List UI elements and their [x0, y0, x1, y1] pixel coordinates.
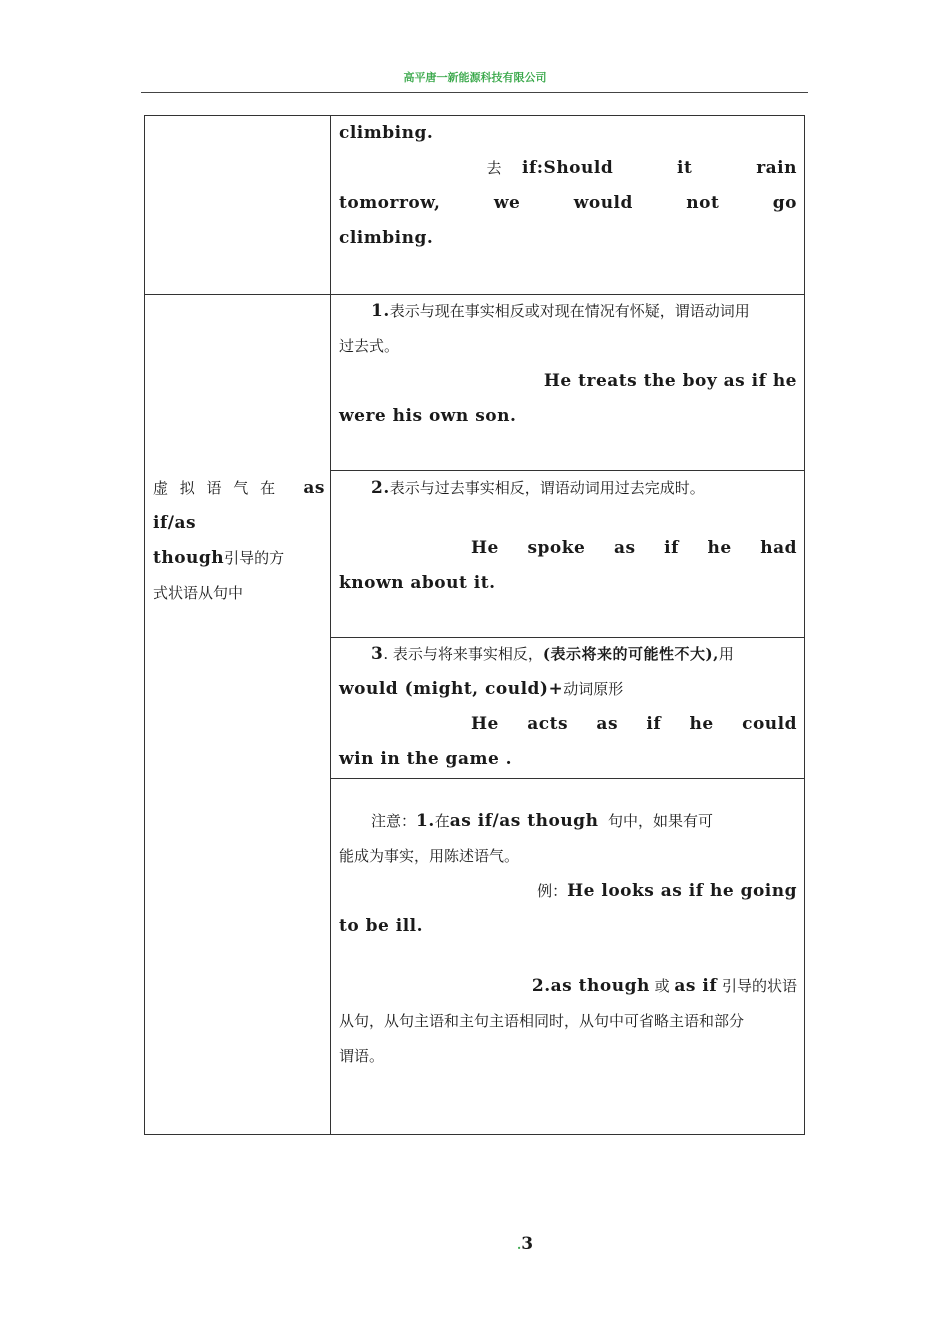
- left-label: [153, 471, 325, 611]
- grammar-table: [144, 115, 805, 1135]
- row5-content: [339, 804, 797, 1074]
- row4-content: [339, 637, 797, 777]
- header-rule: [141, 92, 808, 93]
- page-header: 高平唐一新能源科技有限公司: [403, 71, 547, 84]
- spacer: [339, 944, 797, 969]
- row2-example1: He treats the boy as if he: [543, 371, 797, 391]
- row1-line4: climbing.: [339, 228, 434, 248]
- row1-prefix: 去: [486, 159, 502, 177]
- row5-note2-cont: 从句，从句主语和主句主语相同时，从句中可省略主语和部分: [339, 1012, 745, 1030]
- row4-modal: would (might, could)+动词原形: [339, 679, 624, 699]
- row-divider: [330, 778, 804, 779]
- row1-line2-text: if:Should it rain: [522, 158, 797, 178]
- row3-desc: 2.表示与过去事实相反，谓语动词用过去完成时。: [371, 478, 705, 498]
- left-label-line2: if/as: [153, 513, 197, 533]
- row1-line1: climbing.: [339, 123, 434, 143]
- row2-desc: 1.表示与现在事实相反或对现在情况有怀疑，谓语动词用: [371, 301, 750, 321]
- column-divider: [330, 116, 331, 1134]
- row1-content: [339, 116, 797, 256]
- row4-desc: 3. 表示与将来事实相反，(表示将来的可能性不大),用: [371, 644, 734, 664]
- row3-example1: He spoke as if he had: [471, 538, 797, 558]
- left-label-line1: 虚拟语气在 as: [153, 478, 325, 498]
- spacer: [339, 506, 797, 531]
- row2-desc2: 过去式。: [339, 337, 400, 355]
- row5-note2-end: 谓语。: [339, 1047, 385, 1065]
- row2-content: [339, 294, 797, 434]
- row3-example2: known about it.: [339, 573, 496, 593]
- row5-note2: 2.as though 或 as if 引导的状语: [531, 976, 797, 996]
- page-dot: .: [517, 1238, 522, 1252]
- row1-line3: tomorrow, we would not go: [339, 193, 797, 213]
- row5-note: 注意：1.在as if/as though 句中，如果有可: [371, 811, 713, 831]
- row4-example1: He acts as if he could: [471, 714, 797, 734]
- row4-example2: win in the game .: [339, 749, 513, 769]
- row5-example1: 例：He looks as if he going: [537, 881, 797, 901]
- row5-note-cont: 能成为事实，用陈述语气。: [339, 847, 520, 865]
- page-number: .3: [517, 1234, 534, 1254]
- left-label-line3: though引导的方: [153, 548, 285, 568]
- row1-line2: [339, 151, 797, 186]
- left-label-line4: 式状语从句中: [153, 584, 244, 602]
- row5-example2: to be ill.: [339, 916, 424, 936]
- row2-example2: were his own son.: [339, 406, 517, 426]
- row3-content: [339, 471, 797, 601]
